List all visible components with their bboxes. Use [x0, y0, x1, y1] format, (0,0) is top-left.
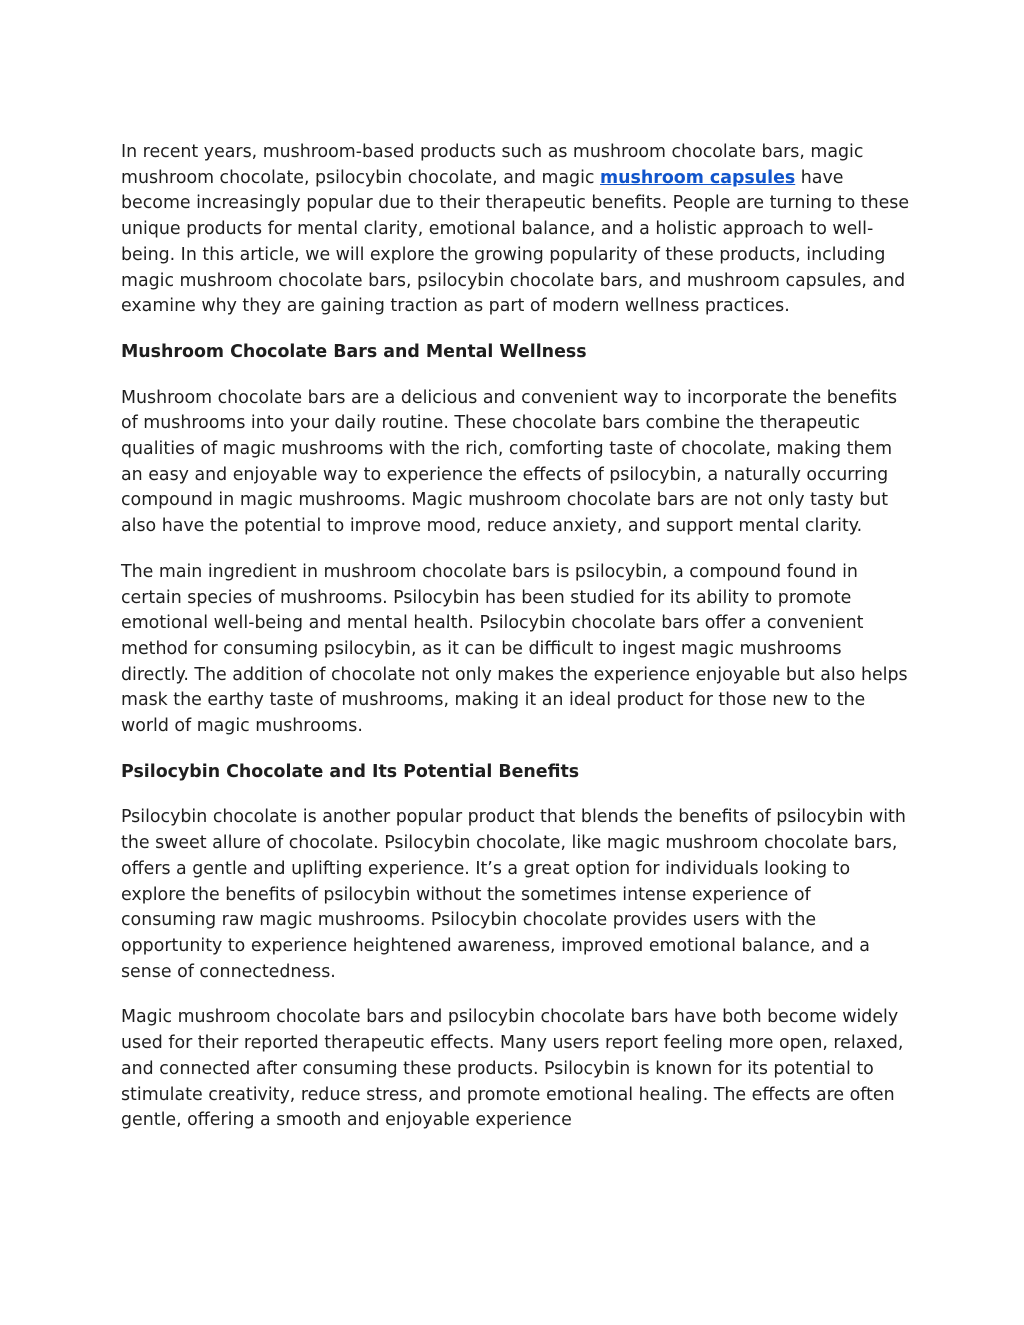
body-paragraph: Psilocybin chocolate is another popular product that blends the benefits of psilocybin with the sweet allure of chocolate. Psilocybin chocolate, like magic mushroom chocolate bars, offers a gentle and uplifting experience. It’s a great option for individuals looking to explore the benefits of psilocybin without the sometimes intense experience of consuming raw magic mushrooms. Psilocybin chocolate provides users with the opportunity to experience heightened awareness, improved emotional balance, and a sense of connectedness.: [121, 807, 906, 982]
intro-text-before-link: In recent years, mushroom-based products such as mushroom chocolate bars, magic mushroom chocolate, psilocybin chocolate, and magic: [121, 142, 864, 188]
mushroom-capsules-link[interactable]: mushroom capsules: [600, 167, 796, 188]
section-heading-psilocybin-chocolate: Psilocybin Chocolate and Its Potential Benefits: [121, 761, 580, 782]
body-paragraph: The main ingredient in mushroom chocolate bars is psilocybin, a compound found in certain species of mushrooms. Psilocybin has been studied for its ability to promote emotional well-being and mental health. Psilocybin chocolate bars offer a convenient method for consuming psilocybin, as it can be difficult to ingest magic mushrooms directly. The addition of chocolate not only makes the experience enjoyable but also helps mask the earthy taste of mushrooms, making it an ideal product for those new to the world of magic mushrooms.: [121, 561, 908, 737]
section-heading-mushroom-chocolate-bars: Mushroom Chocolate Bars and Mental Wellness: [121, 341, 587, 362]
intro-paragraph: [121, 140, 911, 320]
document-page: [121, 140, 911, 1154]
intro-text-after-link: have become increasingly popular due to their therapeutic benefits. People are turning to these unique products for mental clarity, emotional balance, and a holistic approach to well-being. In this article, we will explore the growing popularity of these products, including magic mushroom chocolate bars, psilocybin chocolate bars, and mushroom capsules, and examine why they are gaining traction as part of modern wellness practices.: [121, 167, 910, 317]
body-paragraph: Magic mushroom chocolate bars and psilocybin chocolate bars have both become widely used for their reported therapeutic effects. Many users report feeling more open, relaxed, and connected after consuming these products. Psilocybin is known for its potential to stimulate creativity, reduce stress, and promote emotional healing. The effects are often gentle, offering a smooth and enjoyable experience: [121, 1007, 904, 1131]
body-paragraph: Mushroom chocolate bars are a delicious and convenient way to incorporate the benefits of mushrooms into your daily routine. These chocolate bars combine the therapeutic qualities of magic mushrooms with the rich, comforting taste of chocolate, making them an easy and enjoyable way to experience the effects of psilocybin, a naturally occurring compound in magic mushrooms. Magic mushroom chocolate bars are not only tasty but also have the potential to improve mood, reduce anxiety, and support mental clarity.: [121, 387, 898, 537]
